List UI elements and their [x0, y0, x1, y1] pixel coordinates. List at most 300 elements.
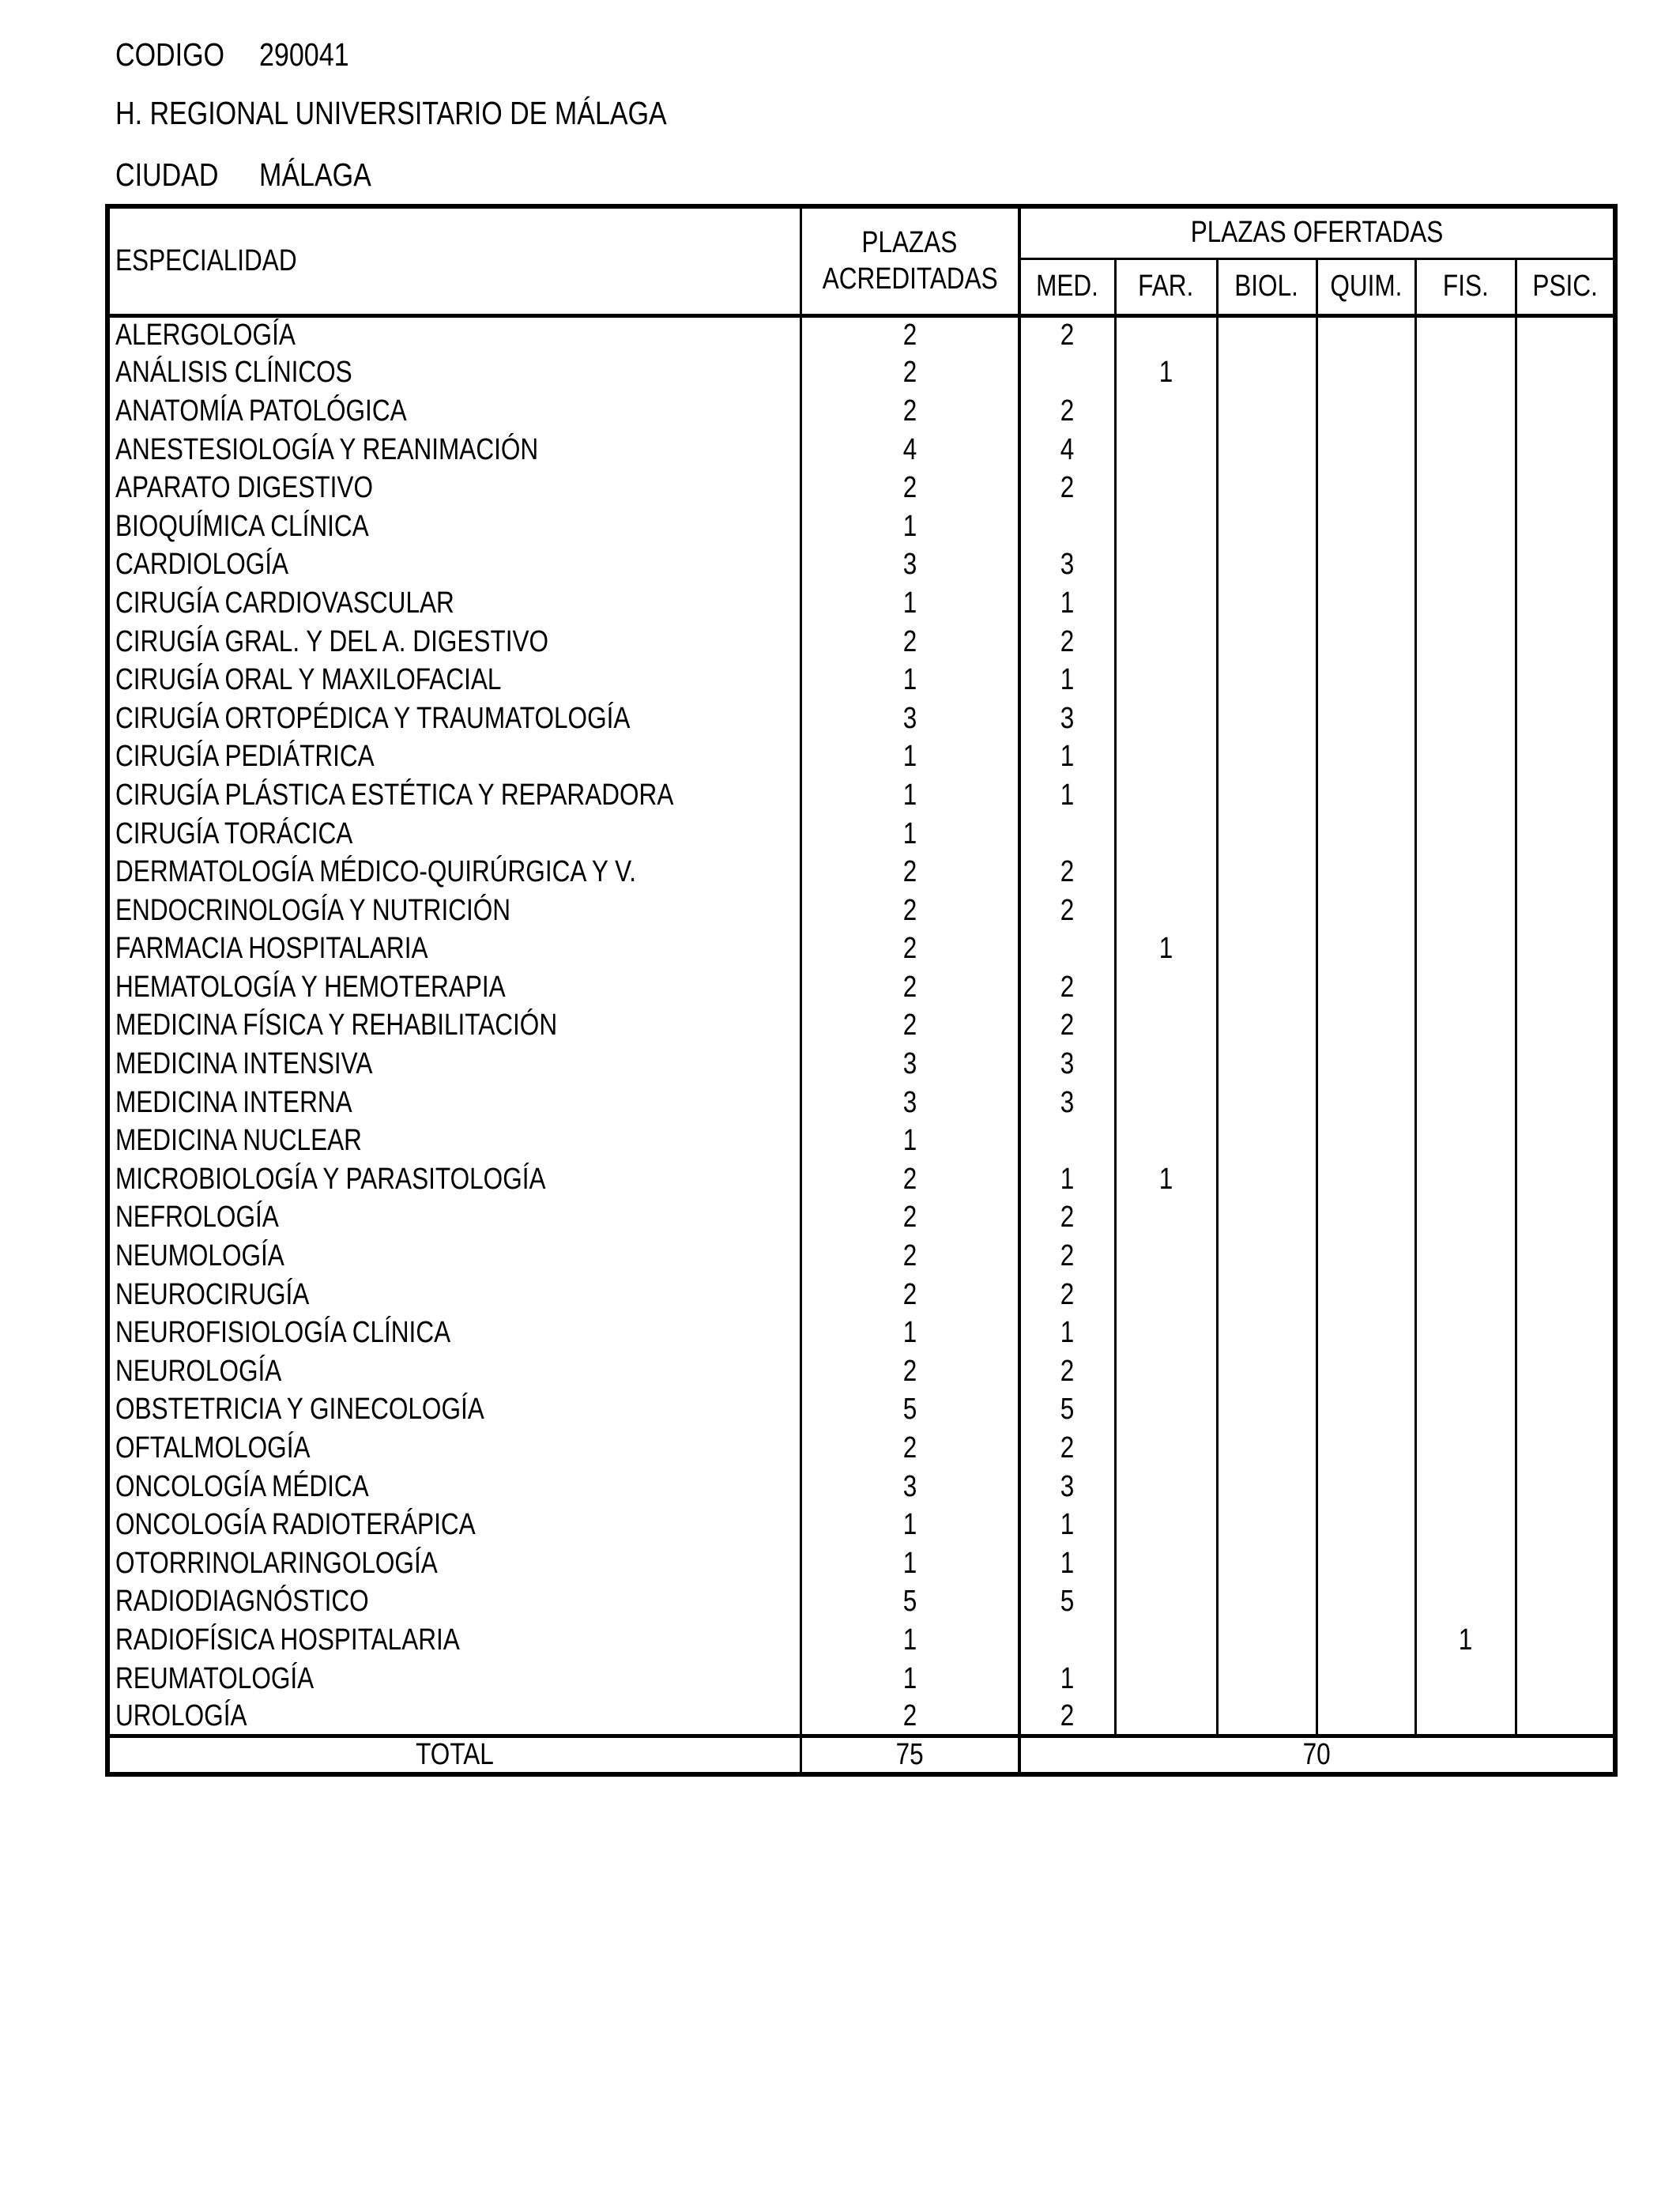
subcol-header-label: BIOL.	[1234, 270, 1299, 303]
hospital-line	[115, 95, 780, 132]
count-value: 1	[1158, 356, 1173, 390]
count-cell	[1217, 738, 1317, 777]
count-value: 2	[902, 394, 917, 428]
table-row	[107, 584, 1615, 623]
count-value: 1	[902, 1124, 917, 1158]
especialidad-cell	[107, 1506, 800, 1544]
count-value: 1	[902, 1316, 917, 1350]
count-cell	[1317, 892, 1415, 930]
count-cell	[1217, 815, 1317, 854]
count-value: 2	[1060, 394, 1075, 428]
count-cell	[1516, 1007, 1615, 1046]
count-cell	[1115, 1429, 1217, 1468]
count-cell	[1317, 315, 1415, 354]
especialidad-cell	[107, 507, 800, 546]
count-cell	[1415, 738, 1516, 777]
table-row	[107, 1007, 1615, 1046]
count-cell	[1415, 469, 1516, 507]
especialidad-name: OTORRINOLARINGOLOGÍA	[115, 1546, 438, 1580]
ofertadas-header	[1019, 206, 1615, 258]
count-value: 1	[1060, 586, 1075, 620]
especialidad-cell	[107, 1045, 800, 1084]
count-cell	[1415, 431, 1516, 469]
count-cell	[800, 469, 1019, 507]
count-cell	[1217, 1084, 1317, 1122]
subcol-header	[1217, 258, 1317, 315]
count-cell	[800, 776, 1019, 815]
count-value: 1	[1060, 740, 1075, 774]
subcol-header-label: PSIC.	[1532, 270, 1598, 303]
count-cell	[800, 1314, 1019, 1352]
count-value: 2	[902, 1354, 917, 1388]
especialidad-name: NEFROLOGÍA	[115, 1201, 279, 1235]
count-value: 1	[902, 1623, 917, 1657]
especialidad-name: DERMATOLOGÍA MÉDICO-QUIRÚRGICA Y V.	[115, 855, 636, 889]
header-row-top	[107, 206, 1615, 258]
especialidad-name: OBSTETRICIA Y GINECOLOGÍA	[115, 1393, 484, 1427]
count-value: 2	[1060, 970, 1075, 1004]
count-cell	[1317, 1660, 1415, 1698]
count-value: 2	[1060, 624, 1075, 658]
count-value: 1	[1060, 1508, 1075, 1542]
ciudad-label: CIUDAD	[115, 156, 219, 193]
especialidad-cell	[107, 584, 800, 623]
count-cell	[1019, 892, 1115, 930]
especialidad-name: NEUROLOGÍA	[115, 1354, 282, 1388]
especialidad-cell	[107, 853, 800, 892]
table-row	[107, 431, 1615, 469]
count-value: 2	[902, 319, 917, 352]
especialidad-name: NEUROCIRUGÍA	[115, 1277, 310, 1311]
count-cell	[1115, 1698, 1217, 1736]
count-value: 1	[1060, 778, 1075, 812]
especialidad-name: REUMATOLOGÍA	[115, 1661, 315, 1695]
count-value: 2	[902, 624, 917, 658]
count-cell	[800, 1276, 1019, 1314]
count-cell	[1019, 507, 1115, 546]
especialidad-name: CIRUGÍA PEDIÁTRICA	[115, 740, 375, 774]
count-cell	[800, 853, 1019, 892]
count-cell	[1115, 431, 1217, 469]
count-cell	[1516, 853, 1615, 892]
codigo-line	[115, 36, 367, 74]
especialidad-cell	[107, 815, 800, 854]
count-cell	[1019, 930, 1115, 969]
count-value: 1	[902, 1661, 917, 1695]
codigo-value: 290041	[259, 36, 349, 73]
count-cell	[1115, 1506, 1217, 1544]
count-cell	[1516, 315, 1615, 354]
count-cell	[1115, 1084, 1217, 1122]
table-row	[107, 1084, 1615, 1122]
count-cell	[1415, 584, 1516, 623]
especialidad-name: NEUROFISIOLOGÍA CLÍNICA	[115, 1316, 451, 1350]
count-cell	[1217, 968, 1317, 1007]
count-cell	[1115, 1352, 1217, 1391]
count-cell	[1115, 661, 1217, 699]
count-cell	[800, 968, 1019, 1007]
count-cell	[1415, 1544, 1516, 1583]
count-value: 2	[902, 1162, 917, 1196]
especialidad-name: MICROBIOLOGÍA Y PARASITOLOGÍA	[115, 1162, 546, 1196]
count-cell	[1317, 1468, 1415, 1506]
count-cell	[1317, 1698, 1415, 1736]
count-cell	[800, 1352, 1019, 1391]
total-label-cell	[107, 1736, 800, 1775]
count-cell	[1415, 1314, 1516, 1352]
count-cell	[1115, 892, 1217, 930]
count-cell	[1415, 1276, 1516, 1314]
count-cell	[800, 1468, 1019, 1506]
count-cell	[800, 1007, 1019, 1046]
count-cell	[1019, 968, 1115, 1007]
count-cell	[800, 1084, 1019, 1122]
count-cell	[1217, 1506, 1317, 1544]
count-cell	[800, 584, 1019, 623]
table-row	[107, 930, 1615, 969]
table-row	[107, 507, 1615, 546]
especialidad-cell	[107, 1660, 800, 1698]
count-cell	[1217, 1660, 1317, 1698]
count-cell	[1415, 1045, 1516, 1084]
ciudad-value: MÁLAGA	[259, 156, 371, 193]
count-value: 2	[1060, 1239, 1075, 1273]
count-cell	[1217, 661, 1317, 699]
count-cell	[1019, 546, 1115, 585]
count-value: 2	[902, 893, 917, 927]
count-cell	[1019, 1160, 1115, 1199]
count-cell	[1019, 315, 1115, 354]
count-cell	[1019, 1314, 1115, 1352]
count-cell	[800, 1621, 1019, 1660]
count-cell	[1516, 1352, 1615, 1391]
count-cell	[1115, 968, 1217, 1007]
total-acreditadas-value: 75	[895, 1738, 924, 1772]
count-value: 3	[1060, 548, 1075, 582]
count-cell	[1516, 1506, 1615, 1544]
count-value: 1	[1458, 1623, 1473, 1657]
count-cell	[1019, 431, 1115, 469]
count-cell	[1019, 1391, 1115, 1430]
count-value: 1	[902, 740, 917, 774]
count-cell	[1217, 546, 1317, 585]
count-cell	[800, 699, 1019, 738]
especialidad-cell	[107, 1122, 800, 1160]
table-row	[107, 392, 1615, 431]
especialidad-name: CIRUGÍA CARDIOVASCULAR	[115, 586, 454, 620]
count-value: 2	[902, 1277, 917, 1311]
count-value: 1	[902, 1508, 917, 1542]
table-row	[107, 1660, 1615, 1698]
especialidad-name: ONCOLOGÍA MÉDICA	[115, 1469, 369, 1503]
especialidad-cell	[107, 1007, 800, 1046]
count-cell	[1415, 930, 1516, 969]
count-cell	[1115, 1045, 1217, 1084]
count-cell	[1217, 1583, 1317, 1622]
count-value: 3	[1060, 1047, 1075, 1081]
count-cell	[1516, 1660, 1615, 1698]
count-cell	[1516, 1583, 1615, 1622]
count-cell	[1115, 1122, 1217, 1160]
especialidad-name: MEDICINA FÍSICA Y REHABILITACIÓN	[115, 1008, 558, 1042]
count-cell	[1516, 1084, 1615, 1122]
subcol-header	[1115, 258, 1217, 315]
count-cell	[1516, 507, 1615, 546]
count-cell	[1115, 738, 1217, 777]
count-cell	[1115, 469, 1217, 507]
count-cell	[800, 930, 1019, 969]
count-cell	[1019, 815, 1115, 854]
count-cell	[1415, 892, 1516, 930]
especialidad-cell	[107, 930, 800, 969]
count-cell	[1115, 1237, 1217, 1276]
especialidad-cell	[107, 1544, 800, 1583]
especialidad-header-label: ESPECIALIDAD	[115, 243, 297, 277]
table-row	[107, 1391, 1615, 1430]
table-row	[107, 853, 1615, 892]
especialidad-name: UROLOGÍA	[115, 1698, 247, 1732]
count-cell	[1415, 1352, 1516, 1391]
count-cell	[1415, 1429, 1516, 1468]
count-cell	[1115, 1007, 1217, 1046]
count-value: 1	[902, 1546, 917, 1580]
count-cell	[800, 507, 1019, 546]
count-cell	[1019, 354, 1115, 393]
especialidad-cell	[107, 431, 800, 469]
table-row	[107, 738, 1615, 777]
count-value: 1	[1060, 663, 1075, 697]
count-value: 2	[902, 932, 917, 966]
count-cell	[1516, 1122, 1615, 1160]
subcol-header	[1516, 258, 1615, 315]
count-value: 1	[1060, 1316, 1075, 1350]
especialidad-cell	[107, 1276, 800, 1314]
count-cell	[1217, 1621, 1317, 1660]
count-cell	[1317, 1045, 1415, 1084]
especialidad-name: ONCOLOGÍA RADIOTERÁPICA	[115, 1508, 476, 1542]
count-value: 5	[1060, 1393, 1075, 1427]
count-value: 1	[902, 586, 917, 620]
count-cell	[1019, 1621, 1115, 1660]
table-row	[107, 1506, 1615, 1544]
especialidad-cell	[107, 1314, 800, 1352]
count-value: 4	[902, 432, 917, 466]
count-cell	[1115, 315, 1217, 354]
count-cell	[1317, 1237, 1415, 1276]
count-cell	[800, 1583, 1019, 1622]
especialidad-name: CIRUGÍA PLÁSTICA ESTÉTICA Y REPARADORA	[115, 778, 674, 812]
count-cell	[1516, 1314, 1615, 1352]
count-cell	[800, 1429, 1019, 1468]
especialidad-cell	[107, 1698, 800, 1736]
especialidad-name: ALERGOLOGÍA	[115, 319, 296, 352]
count-value: 4	[1060, 432, 1075, 466]
count-cell	[800, 1045, 1019, 1084]
count-value: 1	[1060, 1162, 1075, 1196]
count-cell	[1516, 546, 1615, 585]
especialidad-cell	[107, 1391, 800, 1430]
table-row	[107, 1468, 1615, 1506]
count-cell	[1019, 776, 1115, 815]
count-cell	[1516, 1391, 1615, 1430]
count-cell	[1115, 853, 1217, 892]
count-cell	[1415, 1122, 1516, 1160]
count-cell	[800, 1660, 1019, 1698]
count-value: 1	[902, 663, 917, 697]
especialidad-name: RADIODIAGNÓSTICO	[115, 1585, 369, 1619]
count-cell	[1217, 853, 1317, 892]
count-cell	[1019, 661, 1115, 699]
subcol-header	[1019, 258, 1115, 315]
count-cell	[1019, 1199, 1115, 1238]
count-cell	[1317, 392, 1415, 431]
especialidad-cell	[107, 661, 800, 699]
table-row	[107, 546, 1615, 585]
table-row	[107, 1160, 1615, 1199]
table-row	[107, 1199, 1615, 1238]
count-cell	[1115, 1660, 1217, 1698]
count-value: 1	[1158, 932, 1173, 966]
table-row	[107, 699, 1615, 738]
total-label: TOTAL	[415, 1738, 494, 1772]
count-cell	[800, 1122, 1019, 1160]
count-cell	[800, 354, 1019, 393]
count-value: 2	[902, 1239, 917, 1273]
count-cell	[1217, 1199, 1317, 1238]
count-cell	[1317, 776, 1415, 815]
count-cell	[1019, 699, 1115, 738]
subcol-header	[1415, 258, 1516, 315]
count-cell	[1317, 1199, 1415, 1238]
count-cell	[1415, 968, 1516, 1007]
count-cell	[1019, 1045, 1115, 1084]
count-cell	[1217, 1352, 1317, 1391]
total-row	[107, 1736, 1615, 1775]
count-value: 2	[1060, 893, 1075, 927]
count-cell	[1115, 1314, 1217, 1352]
count-cell	[1516, 354, 1615, 393]
count-cell	[1217, 930, 1317, 969]
count-cell	[1415, 1199, 1516, 1238]
count-cell	[1317, 1314, 1415, 1352]
especialidad-cell	[107, 315, 800, 354]
count-value: 1	[902, 778, 917, 812]
table-row	[107, 892, 1615, 930]
count-cell	[1019, 853, 1115, 892]
count-cell	[1516, 1276, 1615, 1314]
especialidad-cell	[107, 776, 800, 815]
count-cell	[1217, 699, 1317, 738]
count-cell	[1019, 1084, 1115, 1122]
count-cell	[1217, 431, 1317, 469]
especialidad-name: MEDICINA NUCLEAR	[115, 1124, 362, 1158]
count-cell	[1516, 1544, 1615, 1583]
count-cell	[1317, 1352, 1415, 1391]
count-cell	[1019, 1506, 1115, 1544]
count-cell	[1516, 1199, 1615, 1238]
count-value: 2	[902, 855, 917, 889]
count-cell	[1217, 1160, 1317, 1199]
count-cell	[1115, 1160, 1217, 1199]
especialidad-cell	[107, 1084, 800, 1122]
especialidad-cell	[107, 1199, 800, 1238]
count-cell	[1516, 968, 1615, 1007]
count-cell	[1115, 1468, 1217, 1506]
table-row	[107, 661, 1615, 699]
ofertadas-header-label: PLAZAS OFERTADAS	[1190, 216, 1444, 250]
count-cell	[1317, 1007, 1415, 1046]
count-cell	[1115, 623, 1217, 662]
count-cell	[1516, 1468, 1615, 1506]
count-cell	[1415, 1698, 1516, 1736]
count-cell	[1516, 776, 1615, 815]
especialidad-cell	[107, 623, 800, 662]
especialidad-name: BIOQUÍMICA CLÍNICA	[115, 509, 369, 543]
count-value: 2	[902, 471, 917, 505]
especialidad-cell	[107, 1621, 800, 1660]
count-cell	[1217, 1276, 1317, 1314]
plazas-table	[105, 204, 1618, 1777]
hospital-name: H. REGIONAL UNIVERSITARIO DE MÁLAGA	[115, 95, 667, 131]
count-cell	[1317, 930, 1415, 969]
count-cell	[1217, 1429, 1317, 1468]
especialidad-name: CIRUGÍA ORAL Y MAXILOFACIAL	[115, 663, 502, 697]
count-cell	[1115, 1199, 1217, 1238]
count-cell	[1415, 1007, 1516, 1046]
count-cell	[1217, 584, 1317, 623]
count-cell	[1415, 623, 1516, 662]
count-value: 2	[1060, 1431, 1075, 1465]
table-row	[107, 1544, 1615, 1583]
especialidad-cell	[107, 892, 800, 930]
count-cell	[1516, 623, 1615, 662]
count-cell	[1516, 699, 1615, 738]
count-cell	[800, 1698, 1019, 1736]
especialidad-cell	[107, 699, 800, 738]
count-value: 2	[1060, 1277, 1075, 1311]
count-cell	[1317, 469, 1415, 507]
count-cell	[1317, 623, 1415, 662]
count-cell	[1019, 1698, 1115, 1736]
count-cell	[1115, 1276, 1217, 1314]
subcol-header-label: MED.	[1036, 270, 1099, 303]
especialidad-name: MEDICINA INTERNA	[115, 1085, 352, 1119]
count-value: 1	[1060, 1546, 1075, 1580]
count-cell	[1019, 1007, 1115, 1046]
count-cell	[1516, 392, 1615, 431]
especialidad-name: HEMATOLOGÍA Y HEMOTERAPIA	[115, 970, 506, 1004]
table-row	[107, 968, 1615, 1007]
especialidad-cell	[107, 1237, 800, 1276]
count-cell	[1317, 354, 1415, 393]
count-cell	[800, 738, 1019, 777]
table-row	[107, 315, 1615, 354]
especialidad-cell	[107, 1352, 800, 1391]
count-value: 3	[902, 701, 917, 735]
count-cell	[1516, 1429, 1615, 1468]
count-cell	[1019, 738, 1115, 777]
count-cell	[1019, 1660, 1115, 1698]
count-cell	[1317, 584, 1415, 623]
count-cell	[1317, 1429, 1415, 1468]
count-cell	[1217, 392, 1317, 431]
table-row	[107, 1237, 1615, 1276]
count-cell	[1217, 776, 1317, 815]
table-row	[107, 1621, 1615, 1660]
count-cell	[1217, 1007, 1317, 1046]
count-cell	[1317, 507, 1415, 546]
count-value: 5	[1060, 1585, 1075, 1619]
